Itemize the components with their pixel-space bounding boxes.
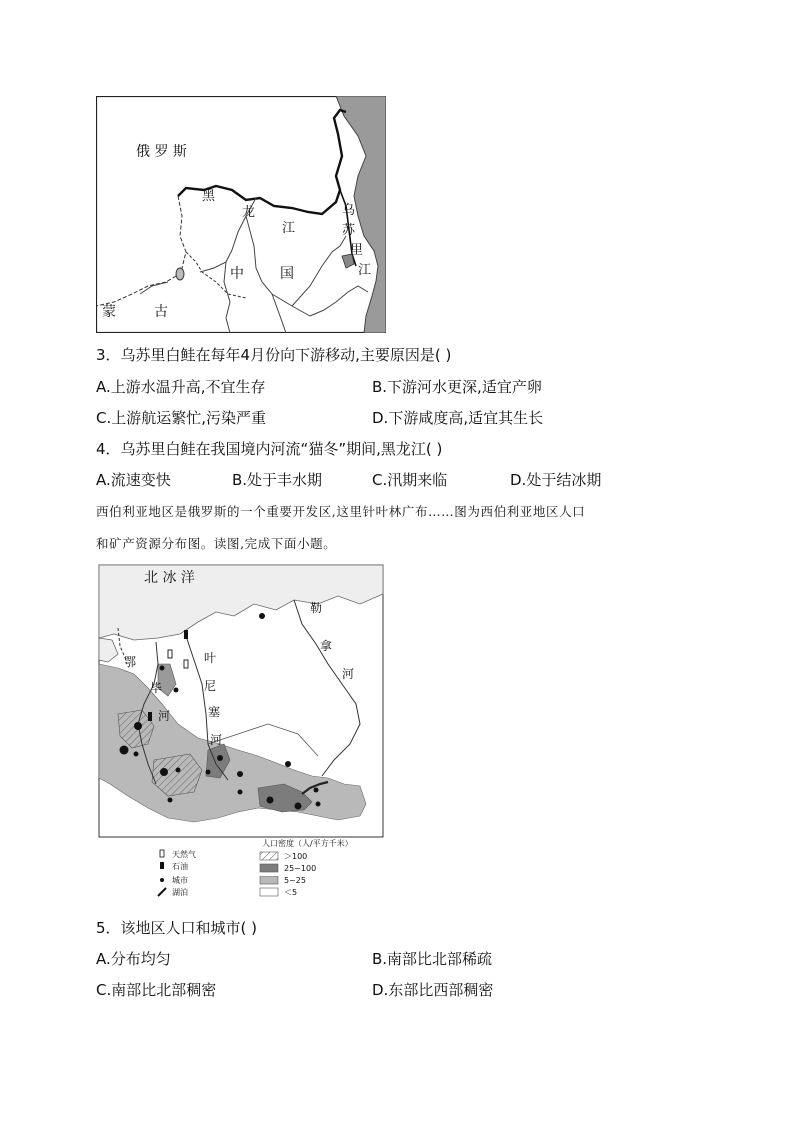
city-dot	[237, 771, 243, 777]
legend-d1-swatch	[260, 852, 278, 860]
city-dot	[295, 803, 302, 810]
city-dot	[206, 770, 211, 775]
siberia-map	[98, 564, 384, 876]
legend-d4-label: ＜5	[284, 888, 298, 897]
q3-option-c[interactable]: C.上游航运繁忙,污染严重	[96, 409, 267, 427]
q3-option-a[interactable]: A.上游水温升高,不宜生存	[96, 378, 266, 396]
legend-d1-label: ＞100	[284, 852, 308, 861]
label-su: 苏	[342, 223, 356, 238]
legend-d3-label: 5~25	[284, 876, 306, 885]
intro-line-2: 和矿产资源分布图。读图,完成下面小题。	[96, 536, 337, 551]
heilongjiang-map-svg	[96, 96, 386, 333]
legend-oil-label: 石油	[172, 862, 188, 871]
label-hei: 黑	[202, 189, 216, 204]
lake-hulun	[176, 268, 184, 280]
city-dot	[217, 755, 223, 761]
label-jiang2: 江	[358, 263, 372, 278]
city-dot	[314, 788, 319, 793]
legend-d3-swatch	[260, 876, 278, 884]
intro-line-1: 西伯利亚地区是俄罗斯的一个重要开发区,这里针叶林广布……图为西伯利亚地区人口	[96, 504, 586, 519]
oil-icon	[184, 630, 188, 639]
label-wu: 乌	[342, 203, 356, 218]
siberia-map-svg	[98, 564, 384, 876]
city-dot	[285, 761, 291, 767]
q3-option-d[interactable]: D.下游咸度高,适宜其生长	[372, 409, 544, 427]
label-bi: 毕	[150, 681, 163, 695]
q5-option-b[interactable]: B.南部比北部稀疏	[372, 950, 493, 968]
heilongjiang-map	[96, 96, 386, 333]
label-long: 龙	[242, 205, 256, 220]
city-dot	[120, 746, 129, 755]
map2-legend-lower	[98, 876, 384, 902]
gas-icon	[168, 650, 172, 658]
legend-gas-icon	[160, 850, 164, 857]
city-dot	[316, 802, 321, 807]
legend-city-label: 城市	[172, 876, 188, 885]
label-na: 拿	[320, 639, 333, 653]
label-arctic: 北 冰 洋	[144, 570, 195, 586]
city-dot	[238, 790, 243, 795]
legend-oil-icon	[160, 862, 164, 869]
city-dot	[134, 752, 139, 757]
label-e: 鄂	[124, 655, 137, 669]
label-sai: 塞	[208, 705, 221, 719]
q4-option-b[interactable]: B.处于丰水期	[232, 471, 323, 489]
q5-option-d[interactable]: D.东部比西部稠密	[372, 981, 494, 999]
label-zhong: 中	[230, 266, 244, 282]
label-jiang: 江	[282, 221, 296, 236]
legend-d4-swatch	[260, 888, 278, 896]
legend-d2-swatch	[260, 864, 278, 872]
q4-option-c[interactable]: C.汛期来临	[372, 471, 448, 489]
city-dot	[259, 613, 265, 619]
label-li: 里	[350, 243, 364, 258]
label-gu: 古	[154, 304, 168, 320]
city-dot	[267, 797, 274, 804]
legend-d2-label: 25~100	[284, 864, 317, 873]
city-dot	[160, 666, 165, 671]
gas-icon	[184, 660, 188, 668]
label-ni: 尼	[204, 679, 217, 693]
q5-option-a[interactable]: A.分布均匀	[96, 950, 171, 968]
map2-legend-lower-svg	[98, 876, 384, 902]
label-he2: 河	[210, 733, 223, 747]
label-russia: 俄 罗 斯	[136, 144, 187, 160]
label-ye: 叶	[204, 651, 217, 665]
city-dot	[134, 722, 142, 730]
map2-legend	[160, 838, 353, 873]
city-dot	[168, 798, 173, 803]
q4-option-d[interactable]: D.处于结冰期	[510, 471, 602, 489]
label-meng: 蒙	[102, 304, 116, 320]
city-dot	[160, 768, 168, 776]
city-dot	[176, 768, 181, 773]
label-guo: 国	[280, 266, 294, 282]
question-5-stem: 5．该地区人口和城市( )	[96, 919, 258, 937]
label-he3: 河	[342, 667, 355, 681]
label-le: 勒	[310, 601, 323, 615]
legend-lake-icon	[158, 888, 166, 896]
q4-option-a[interactable]: A.流速变快	[96, 471, 171, 489]
question-3-stem: 3．乌苏里白鲑在每年4月份向下游移动,主要原因是( )	[96, 346, 452, 364]
q5-option-c[interactable]: C.南部比北部稠密	[96, 981, 217, 999]
label-he1: 河	[158, 709, 171, 723]
legend-city-icon	[160, 878, 164, 882]
legend-lake-label: 湖泊	[172, 888, 188, 897]
q3-option-b[interactable]: B.下游河水更深,适宜产卵	[372, 378, 542, 396]
legend-gas-label: 天然气	[172, 850, 196, 859]
legend-density-title: 人口密度（人/平方千米）	[262, 839, 353, 848]
oil-icon	[148, 712, 152, 721]
question-4-stem: 4．乌苏里白鲑在我国境内河流“猫冬”期间,黑龙江( )	[96, 440, 443, 458]
city-dot	[174, 688, 179, 693]
